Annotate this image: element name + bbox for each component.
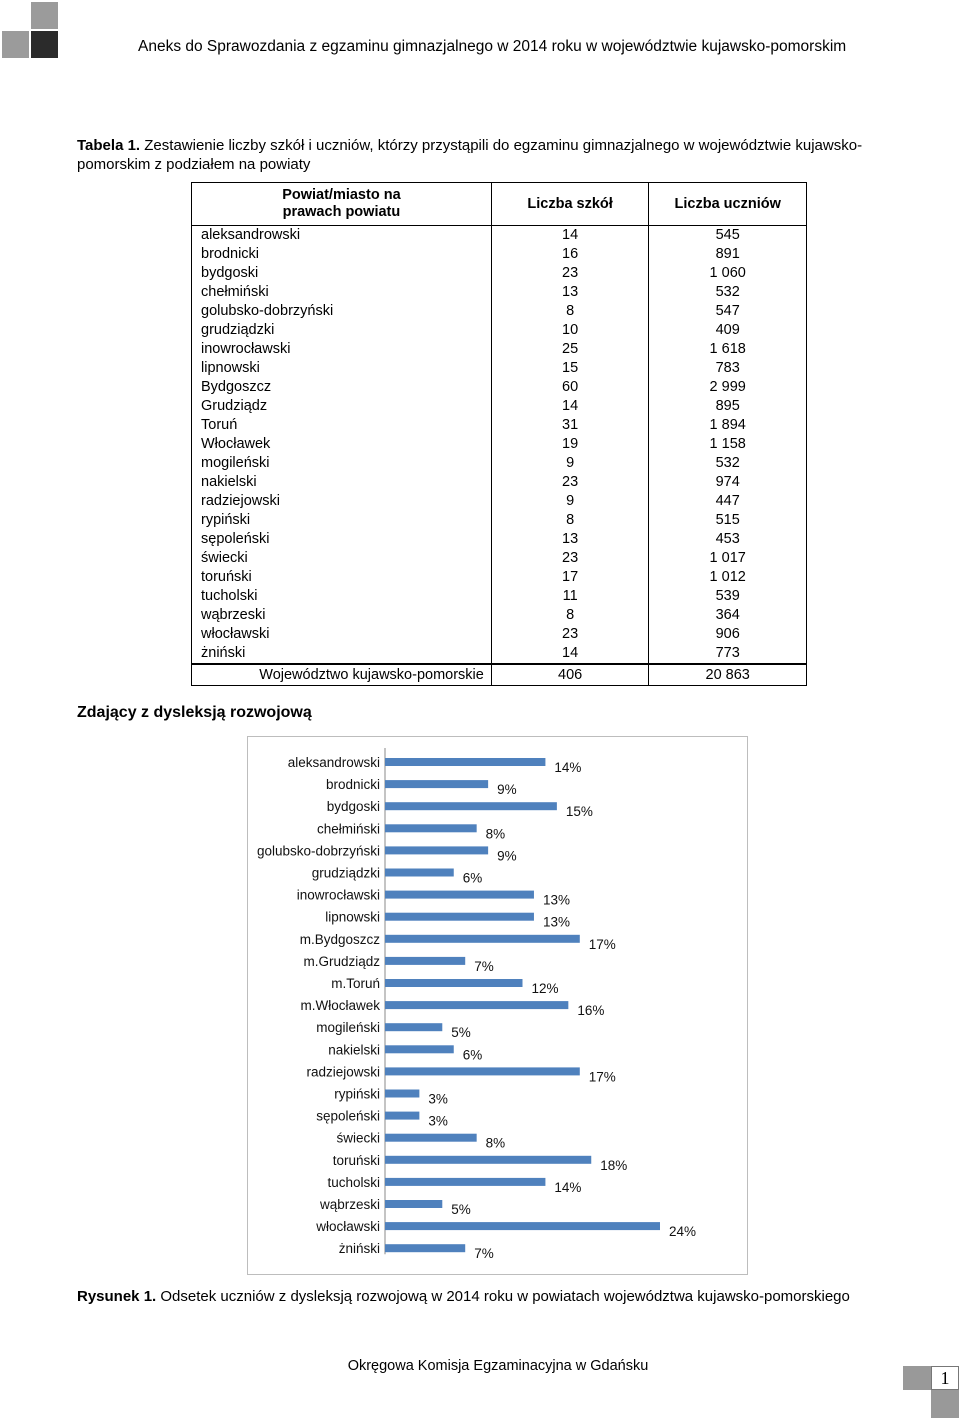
- student-count-cell: 783: [649, 359, 807, 378]
- table-row: [192, 568, 807, 587]
- district-cell: Toruń: [192, 416, 492, 435]
- school-count-cell: 9: [491, 492, 649, 511]
- table-row: [192, 416, 807, 435]
- chart-bar: [385, 802, 557, 810]
- chart-data-label: 17%: [588, 1069, 616, 1085]
- school-count-cell: 60: [491, 378, 649, 397]
- district-cell: toruński: [192, 568, 492, 587]
- school-count-cell: 23: [491, 549, 649, 568]
- chart-data-label: 12%: [531, 981, 559, 996]
- student-count-cell: 545: [649, 226, 807, 246]
- table-row: [192, 492, 807, 511]
- chart-category-label: inowrocławski: [296, 887, 380, 903]
- chart-category-label: tucholski: [327, 1174, 380, 1190]
- table-row: [192, 264, 807, 283]
- student-count-cell: 974: [649, 473, 807, 492]
- district-cell: sępoleński: [192, 530, 492, 549]
- student-count-cell: 532: [649, 454, 807, 473]
- chart-category-label: grudziądzki: [311, 865, 380, 881]
- chart-data-label: 8%: [485, 826, 506, 842]
- student-count-cell: 453: [649, 530, 807, 549]
- district-cell: aleksandrowski: [192, 226, 492, 246]
- district-cell: brodnicki: [192, 245, 492, 264]
- chart-bar: [385, 846, 488, 854]
- student-count-cell: 1 894: [649, 416, 807, 435]
- page-number: 1: [931, 1366, 959, 1390]
- chart-svg: [248, 737, 749, 1276]
- footer-organization: Okręgowa Komisja Egzaminacyjna w Gdańsku: [347, 1358, 649, 1374]
- district-cell: bydgoski: [192, 264, 492, 283]
- chart-data-label: 18%: [600, 1157, 628, 1173]
- district-cell: wąbrzeski: [192, 606, 492, 625]
- chart-category-label: golubsko-dobrzyński: [256, 843, 380, 859]
- chart-bar: [385, 758, 545, 766]
- chart-bar: [385, 1090, 419, 1098]
- student-count-cell: 2 999: [649, 378, 807, 397]
- chart-bar: [385, 869, 454, 877]
- schools-students-table: [191, 182, 807, 686]
- header-school-count: Liczba szkół: [491, 183, 649, 226]
- district-cell: świecki: [192, 549, 492, 568]
- school-count-cell: 23: [491, 473, 649, 492]
- chart-category-label: rypiński: [334, 1086, 380, 1102]
- school-count-cell: 16: [491, 245, 649, 264]
- chart-data-label: 17%: [588, 936, 616, 952]
- chart-category-label: mogileński: [316, 1020, 380, 1036]
- figure-caption-label: Rysunek 1.: [77, 1288, 157, 1305]
- chart-category-label: m.Włocławek: [300, 998, 380, 1014]
- table-total-row: [192, 664, 807, 686]
- table-row: [192, 530, 807, 549]
- student-count-cell: 1 158: [649, 435, 807, 454]
- district-cell: włocławski: [192, 625, 492, 644]
- dyslexia-bar-chart: [247, 736, 748, 1275]
- chart-bar: [385, 935, 580, 943]
- chart-data-label: 8%: [485, 1135, 506, 1151]
- chart-bar: [385, 979, 523, 987]
- chart-data-label: 14%: [554, 760, 582, 775]
- school-count-cell: 25: [491, 340, 649, 359]
- table-row: [192, 302, 807, 321]
- chart-category-label: żniński: [338, 1241, 380, 1257]
- student-count-cell: 1 012: [649, 568, 807, 587]
- chart-category-label: wąbrzeski: [319, 1197, 380, 1212]
- chart-data-label: 15%: [565, 804, 593, 820]
- student-count-cell: 1 618: [649, 340, 807, 359]
- school-count-cell: 14: [491, 644, 649, 664]
- student-count-cell: 409: [649, 321, 807, 340]
- student-count-cell: 891: [649, 245, 807, 264]
- school-count-cell: 8: [491, 606, 649, 625]
- school-count-cell: 10: [491, 321, 649, 340]
- table-row: [192, 473, 807, 492]
- chart-data-label: 7%: [474, 958, 494, 974]
- student-count-cell: 364: [649, 606, 807, 625]
- chart-bar: [385, 824, 477, 832]
- table-row: [192, 454, 807, 473]
- chart-category-label: m.Grudziądz: [303, 953, 380, 969]
- student-count-cell: 895: [649, 397, 807, 416]
- district-cell: lipnowski: [192, 359, 492, 378]
- figure-caption: [77, 1287, 927, 1306]
- student-count-cell: 547: [649, 302, 807, 321]
- table-row: [192, 340, 807, 359]
- student-count-cell: 532: [649, 283, 807, 302]
- school-count-cell: 8: [491, 302, 649, 321]
- student-count-cell: 906: [649, 625, 807, 644]
- chart-data-label: 13%: [542, 914, 570, 930]
- chart-data-label: 3%: [428, 1091, 448, 1107]
- page-number-decoration: [931, 1390, 959, 1418]
- school-count-cell: 14: [491, 397, 649, 416]
- chart-bar: [385, 1023, 442, 1031]
- table-row: [192, 587, 807, 606]
- chart-data-label: 16%: [577, 1003, 605, 1019]
- chart-category-label: aleksandrowski: [287, 755, 380, 770]
- chart-data-label: 13%: [542, 892, 570, 908]
- table-row: [192, 378, 807, 397]
- district-cell: inowrocławski: [192, 340, 492, 359]
- table-row: [192, 359, 807, 378]
- chart-data-label: 24%: [669, 1224, 697, 1240]
- chart-category-label: świecki: [336, 1130, 380, 1146]
- school-count-cell: 13: [491, 283, 649, 302]
- chart-category-label: m.Toruń: [331, 976, 380, 991]
- school-count-cell: 406: [491, 664, 649, 686]
- chart-data-label: 6%: [462, 870, 483, 886]
- district-cell: żniński: [192, 644, 492, 664]
- chart-category-label: m.Bydgoszcz: [299, 931, 380, 947]
- chart-data-label: 3%: [428, 1113, 448, 1129]
- table-row: [192, 511, 807, 530]
- chart-bar: [385, 1112, 419, 1120]
- district-cell: grudziądzki: [192, 321, 492, 340]
- chart-category-label: bydgoski: [326, 799, 380, 815]
- chart-bar: [385, 913, 534, 921]
- table-row: [192, 549, 807, 568]
- chart-bar: [385, 1156, 591, 1164]
- chart-bar: [385, 1222, 660, 1230]
- table-row: [192, 644, 807, 664]
- chart-bar: [385, 1067, 580, 1075]
- chart-bar: [385, 1045, 454, 1053]
- district-cell: mogileński: [192, 454, 492, 473]
- table-row: [192, 397, 807, 416]
- chart-bar: [385, 1001, 568, 1009]
- student-count-cell: 1 017: [649, 549, 807, 568]
- school-count-cell: 8: [491, 511, 649, 530]
- chart-data-label: 5%: [451, 1025, 471, 1041]
- table-row: [192, 435, 807, 454]
- chart-data-label: 9%: [497, 782, 517, 798]
- page-number-decoration: [903, 1366, 931, 1390]
- student-count-cell: 773: [649, 644, 807, 664]
- school-count-cell: 15: [491, 359, 649, 378]
- chart-data-label: 9%: [497, 848, 517, 864]
- district-cell: tucholski: [192, 587, 492, 606]
- chart-data-label: 7%: [474, 1246, 494, 1262]
- chart-data-label: 14%: [554, 1179, 582, 1195]
- document-header: Aneks do Sprawozdania z egzaminu gimnazjalnego w 2014 roku w województwie kujawsko-pomorskim: [138, 38, 847, 55]
- student-count-cell: 1 060: [649, 264, 807, 283]
- chart-category-label: chełmiński: [316, 821, 380, 837]
- school-count-cell: 9: [491, 454, 649, 473]
- district-cell: Grudziądz: [192, 397, 492, 416]
- chart-category-label: radziejowski: [306, 1064, 380, 1080]
- district-cell: Włocławek: [192, 435, 492, 454]
- chart-bar: [385, 780, 488, 788]
- chart-bar: [385, 1178, 545, 1186]
- table-row: [192, 226, 807, 246]
- school-count-cell: 23: [491, 264, 649, 283]
- school-count-cell: 31: [491, 416, 649, 435]
- chart-bar: [385, 1134, 477, 1142]
- header-district: Powiat/miasto na prawach powiatu: [192, 183, 492, 226]
- table-body: [192, 226, 807, 686]
- chart-data-label: 6%: [462, 1047, 483, 1063]
- district-cell: radziejowski: [192, 492, 492, 511]
- chart-category-label: brodnicki: [325, 777, 380, 793]
- district-cell: rypiński: [192, 511, 492, 530]
- table-row: [192, 245, 807, 264]
- student-count-cell: 539: [649, 587, 807, 606]
- student-count-cell: 447: [649, 492, 807, 511]
- district-cell: Województwo kujawsko-pomorskie: [192, 664, 492, 686]
- school-count-cell: 11: [491, 587, 649, 606]
- chart-subheading: Zdający z dysleksją rozwojową: [77, 704, 312, 721]
- table-row: [192, 321, 807, 340]
- table-caption: [77, 136, 927, 174]
- table-row: [192, 283, 807, 302]
- chart-category-label: nakielski: [328, 1042, 380, 1058]
- figure-caption-text: Odsetek uczniów z dysleksją rozwojową w 2014 roku w powiatach województwa kujawsko-pomorskiego: [160, 1288, 850, 1305]
- district-cell: Bydgoszcz: [192, 378, 492, 397]
- chart-category-label: lipnowski: [325, 909, 380, 925]
- table-row: [192, 625, 807, 644]
- student-count-cell: 515: [649, 511, 807, 530]
- district-cell: nakielski: [192, 473, 492, 492]
- chart-category-label: sępoleński: [316, 1108, 380, 1124]
- table-row: [192, 606, 807, 625]
- district-cell: golubsko-dobrzyński: [192, 302, 492, 321]
- chart-bar: [385, 1200, 442, 1208]
- school-count-cell: 14: [491, 226, 649, 246]
- chart-category-label: włocławski: [316, 1219, 380, 1235]
- chart-bar: [385, 1244, 465, 1252]
- table-caption-label: Tabela 1.: [77, 137, 141, 154]
- chart-category-label: toruński: [332, 1152, 380, 1168]
- chart-bar: [385, 891, 534, 899]
- header-logo-squares: [0, 0, 60, 60]
- school-count-cell: 23: [491, 625, 649, 644]
- school-count-cell: 19: [491, 435, 649, 454]
- header-student-count: Liczba uczniów: [649, 183, 807, 226]
- chart-bar: [385, 957, 465, 965]
- table-caption-text: Zestawienie liczby szkół i uczniów, którzy przystąpili do egzaminu gimnazjalnego w województwie kujawsko-pomorskim z podziałem na powiaty: [77, 137, 863, 173]
- school-count-cell: 13: [491, 530, 649, 549]
- district-cell: chełmiński: [192, 283, 492, 302]
- student-count-cell: 20 863: [649, 664, 807, 686]
- school-count-cell: 17: [491, 568, 649, 587]
- chart-data-label: 5%: [451, 1202, 471, 1217]
